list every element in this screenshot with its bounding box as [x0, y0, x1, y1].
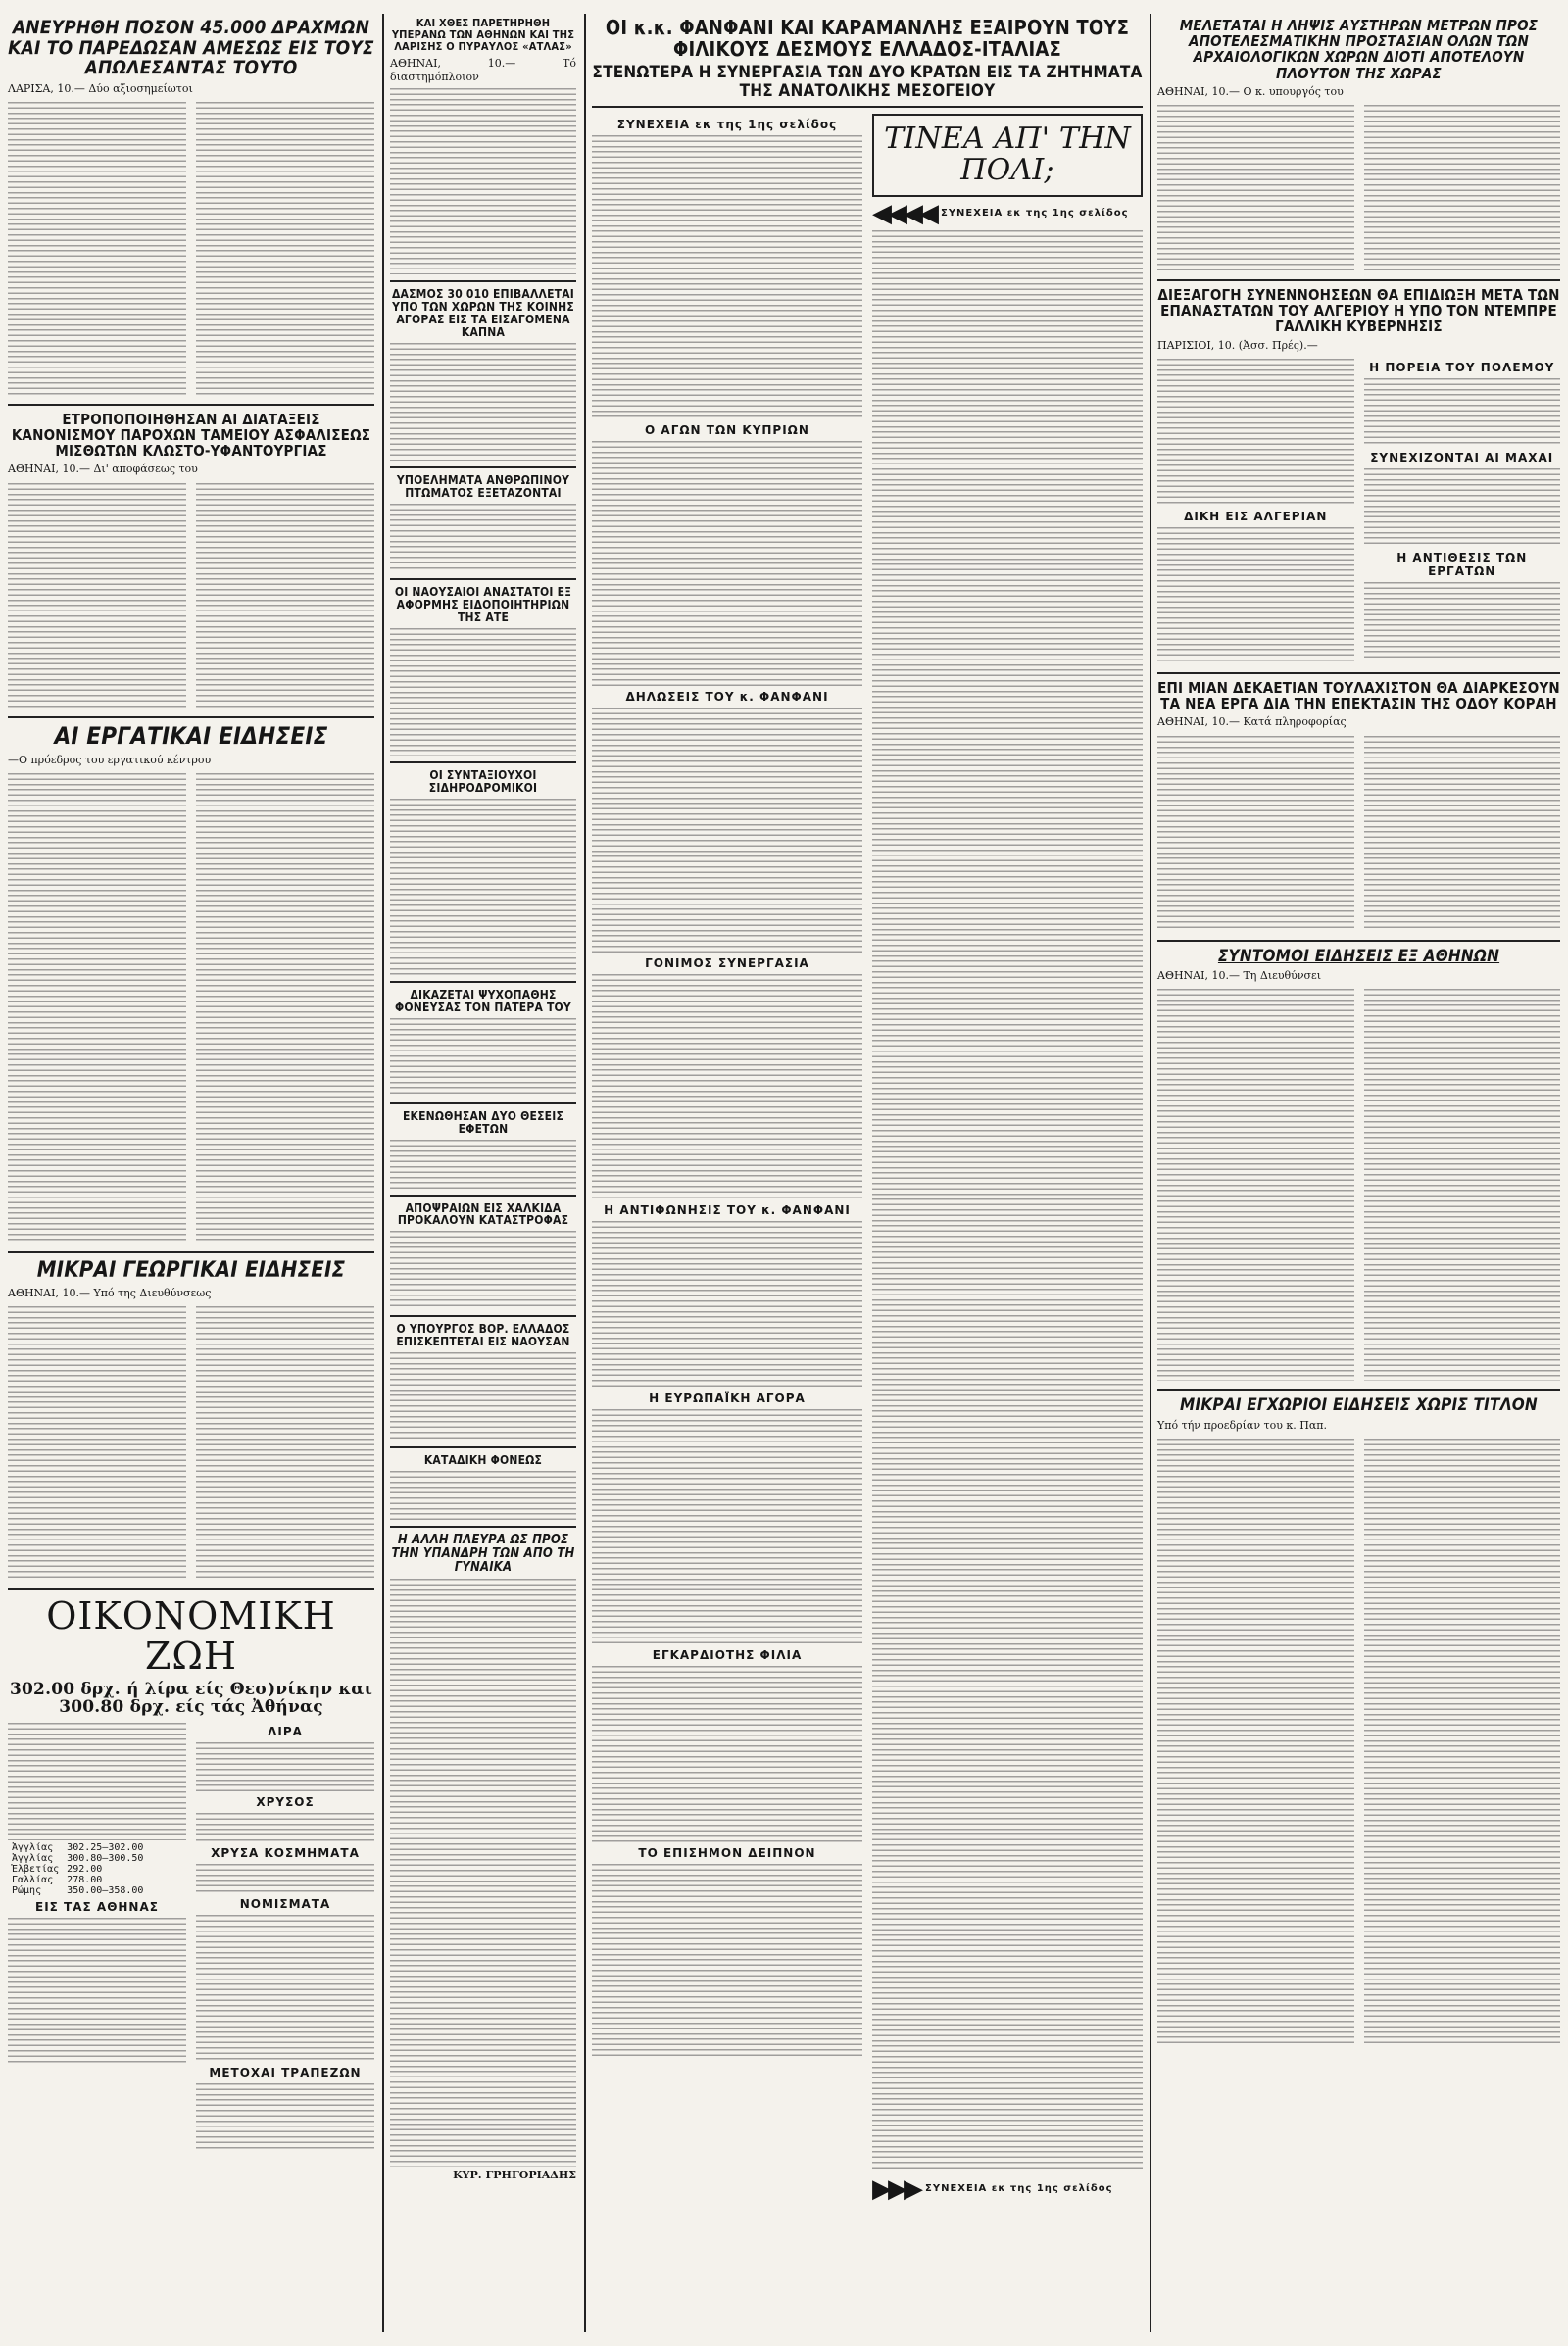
section-label: ΜΕΤΟΧΑΙ ΤΡΑΠΕΖΩΝ [209, 2065, 362, 2079]
continuation-label: ΣΥΝΕΧΕΙΑ εκ της 1ης σελίδος [925, 2183, 1113, 2195]
section-heading: Η ΑΝΤΙΘΕΣΙΣ ΤΩΝ ΕΡΓΑΤΩΝ [1396, 550, 1528, 578]
divider [390, 761, 576, 763]
body-text-block [390, 1471, 576, 1520]
headline-agricultural-news: ΜΙΚΡΑΙ ΓΕΩΡΓΙΚΑΙ ΕΙΔΗΣΕΙΣ [36, 1257, 346, 1283]
article-lead: ΛΑΡΙΣΑ, 10.— Δύο αξιοσημείωτοι [8, 81, 193, 95]
headline-chalkida: ΑΠΟΨΡΑΙΩΝ ΕΙΣ ΧΑΛΚΙΔΑ ΠΡΟΚΑΛΟΥΝ ΚΑΤΑΣΤΡΟΦΑΣ [397, 1200, 569, 1228]
section-heading: ΕΓΚΑΡΔΙΟΤΗΣ ΦΙΛΙΑ [652, 1647, 803, 1662]
column-1 [8, 14, 374, 2154]
body-text-block [1157, 989, 1354, 1381]
body-text-block [390, 1352, 576, 1441]
body-text-columns [8, 771, 374, 1246]
body-text-block [196, 1915, 374, 2062]
arrow-icon: ▶▶▶ [872, 2174, 919, 2204]
body-text-block [592, 1864, 862, 2060]
column-box-tinea [872, 114, 1143, 197]
body-text-block [872, 230, 1143, 2171]
body-text-block [592, 135, 862, 419]
body-text-block [1364, 468, 1561, 547]
headline-insurance-fund: ΕΤΡΟΠΟΠΟΙΗΘΗΣΑΝ ΑΙ ΔΙΑΤΑΞΕΙΣ ΚΑΝΟΝΙΣΜΟΥ ΠΑΡΟΧΩΝ ΤΑΜΕΙΟΥ ΑΣΦΑΛΙΣΕΩΣ ΜΙΣΘΩΤΩΝ ΚΛΩΣΤΟ-ΥΦΑΝΤΟΥΡΓΙΑΣ [11, 410, 371, 461]
section-heading: ΣΥΝΕΧΙΖΟΝΤΑΙ ΑΙ ΜΑΧΑΙ [1370, 450, 1554, 464]
subheadline-cooperation: ΣΤΕΝΩΤΕΡΑ Η ΣΥΝΕΡΓΑΣΙΑ ΤΩΝ ΔΥΟ ΚΡΑΤΩΝ ΕΙΣ ΤΑ ΖΗΤΗΜΑΤΑ ΤΗΣ ΑΝΑΤΟΛΙΚΗΣ ΜΕΣΟΓΕΙΟΥ [592, 63, 1143, 101]
section-heading: Η ΑΝΤΙΦΩΝΗΣΙΣ ΤΟΥ κ. ΦΑΝΦΑΝΙ [604, 1202, 851, 1217]
section-heading: Η ΕΥΡΩΠΑΪΚΗ ΑΓΟΡΑ [649, 1391, 806, 1405]
body-text-columns [1157, 103, 1560, 273]
body-text-block [592, 974, 862, 1199]
body-text-columns [1157, 1437, 1560, 2048]
body-text-block [8, 102, 186, 396]
divider [8, 1251, 374, 1253]
headline-naousa: ΟΙ ΝΑΟΥΣΑΙΟΙ ΑΝΑΣΤΑΤΟΙ ΕΞ ΑΦΟΡΜΗΣ ΕΙΔΟΠΟΙΗΤΗΡΙΩΝ ΤΗΣ ΑΤΕ [394, 584, 572, 624]
divider [1157, 672, 1560, 674]
table-row: Ἀγγλίας 302.25—302.00 [12, 1841, 144, 1853]
divider [390, 981, 576, 983]
section-label: ΧΡΥΣΟΣ [256, 1794, 315, 1809]
headline-other-side: Η ΑΛΛΗ ΠΛΕΥΡΑ ΩΣ ΠΡΟΣ ΤΗΝ ΥΠΑΝΔΡΗ ΤΩΝ ΑΠΟ ΤΗ ΓΥΝΑΙΚΑ [391, 1533, 575, 1576]
economic-life-subtitle: 302.00 δρχ. ή λίρα είς Θεσ)νίκην και 300.80 δρχ. είς τάς Ἀθήνας [9, 1680, 372, 1718]
body-text-block [1364, 582, 1561, 660]
table-row: Ρώμης 350.00—358.00 [12, 1884, 144, 1896]
body-text-block [1157, 105, 1354, 271]
divider [390, 1195, 576, 1197]
column-rule [382, 14, 384, 2332]
body-text-block [390, 799, 576, 975]
body-text-block [592, 441, 862, 686]
article-lead: ΠΑΡΙΣΙΟΙ, 10. (Ἀσσ. Πρές).— [1157, 338, 1318, 352]
body-text-block [8, 1918, 186, 2065]
body-text-block [1364, 1439, 1561, 2046]
headline-trial: ΔΙΚΑΖΕΤΑΙ ΨΥΧΟΠΑΘΗΣ ΦΟΝΕΥΣΑΣ ΤΟΝ ΠΑΤΕΡΑ ΤΟΥ [395, 987, 571, 1014]
body-text-block [8, 1306, 186, 1581]
body-text-block [592, 1666, 862, 1842]
body-text-columns [8, 100, 374, 398]
headline-murder-sentence: ΚΑΤΑΔΙΚΗ ΦΟΝΕΩΣ [423, 1453, 543, 1468]
section-heading: ΔΗΛΩΣΕΙΣ ΤΟΥ κ. ΦΑΝΦΑΝΙ [625, 689, 829, 704]
article-lead: ΑΘΗΝΑΙ, 10.— Υπό της Διευθύνσεως [8, 1286, 212, 1299]
divider [390, 1315, 576, 1317]
headline-vacancies: ΕΚΕΝΩΘΗΣΑΝ ΔΥΟ ΘΕΣΕΙΣ ΕΦΕΤΩΝ [402, 1108, 564, 1136]
divider [390, 1526, 576, 1528]
table-row: Ἑλβετίας 292.00 [12, 1863, 103, 1875]
section-label: ΧΡΥΣΑ ΚΟΣΜΗΜΑΤΑ [211, 1845, 360, 1860]
divider [390, 578, 576, 580]
body-text-columns [8, 1721, 374, 2154]
body-text-block [196, 1813, 374, 1842]
body-text-block [390, 1018, 576, 1097]
body-text-block [1364, 378, 1561, 447]
body-text-block [592, 1221, 862, 1388]
rates-table [8, 1842, 147, 1896]
column-rule [584, 14, 586, 2332]
body-text-block [196, 2083, 374, 2152]
body-text-block [1157, 359, 1354, 506]
headline-short-news: ΣΥΝΤΟΜΟΙ ΕΙΔΗΣΕΙΣ ΕΞ ΑΘΗΝΩΝ [1217, 946, 1500, 966]
body-text-block [196, 1306, 374, 1581]
column-3 [592, 14, 1143, 2202]
body-text-block [1364, 736, 1561, 932]
body-text-block [1364, 105, 1561, 271]
body-text-block [390, 1140, 576, 1189]
divider [8, 404, 374, 406]
column-rule [1150, 14, 1152, 2332]
continuation-label: ΣΥΝΕΧΕΙΑ εκ της 1ης σελίδος [940, 208, 1129, 220]
economic-life-title: ΟΙΚΟΝΟΜΙΚΗ ΖΩΗ [46, 1593, 336, 1678]
article-lead: ΑΘΗΝΑΙ, 10.— Τη Διευθύνσει [1157, 968, 1322, 982]
body-text-block [196, 483, 374, 709]
headline-fanfani-karamanlis: ΟΙ κ.κ. ΦΑΝΦΑΝΙ ΚΑΙ ΚΑΡΑΜΑΝΛΗΣ ΕΞΑΙΡΟΥΝ ΤΟΥΣ ΦΙΛΙΚΟΥΣ ΔΕΣΜΟΥΣ ΕΛΛΑΔΟΣ-ΙΤΑΛΙΑΣ [605, 16, 1130, 61]
section-heading: ΔΙΚΗ ΕΙΣ ΑΛΓΕΡΙΑΝ [1184, 509, 1328, 523]
body-text-block [390, 88, 576, 274]
body-text-block [1364, 989, 1561, 1381]
divider [1157, 279, 1560, 281]
headline-labor-news: ΑΙ ΕΡΓΑΤΙΚΑΙ ΕΙΔΗΣΕΙΣ [54, 721, 328, 750]
headline-minister-naousa: Ο ΥΠΟΥΡΓΟΣ ΒΟΡ. ΕΛΛΑΔΟΣ ΕΠΙΣΚΕΠΤΕΤΑΙ ΕΙΣ ΝΑΟΥΣΑΝ [396, 1322, 570, 1349]
divider [592, 106, 1143, 108]
signature: ΚΥΡ. ΓΡΗΓΟΡΙΑΔΗΣ [453, 2169, 576, 2182]
body-text-block [196, 1864, 374, 1893]
body-text-columns [1157, 734, 1560, 934]
divider [390, 1102, 576, 1104]
body-text-block [1157, 1439, 1354, 2046]
body-text-block [390, 1231, 576, 1309]
body-text-block [1157, 736, 1354, 932]
table-row: Γαλλίας 278.00 [12, 1874, 103, 1885]
body-text-block [390, 1579, 576, 2167]
section-heading: Η ΠΟΡΕΙΑ ΤΟΥ ΠΟΛΕΜΟΥ [1369, 360, 1555, 374]
divider [390, 280, 576, 282]
section-heading: Ο ΑΓΩΝ ΤΩΝ ΚΥΠΡΙΩΝ [645, 422, 809, 437]
body-text-columns [8, 481, 374, 710]
headline-atlas-rocket: ΚΑΙ ΧΘΕΣ ΠΑΡΕΤΗΡΗΘΗ ΥΠΕΡΑΝΩ ΤΩΝ ΑΘΗΝΩΝ ΚΑΙ ΤΗΣ ΛΑΡΙΣΗΣ Ο ΠΥΡΑΥΛΟΣ «ΑΤΛΑΣ» [391, 17, 575, 53]
article-lead: ΑΘΗΝΑΙ, 10.— Κατά πληροφορίας [1157, 715, 1347, 729]
body-text-columns [1157, 987, 1560, 1383]
body-text-block [196, 1742, 374, 1791]
headline-local-news: ΜΙΚΡΑΙ ΕΓΧΩΡΙΟΙ ΕΙΔΗΣΕΙΣ ΧΩΡΙΣ ΤΙΤΛΟΝ [1180, 1395, 1538, 1416]
column-title-tinea: ΤΙΝΕΑ ΑΠ' ΤΗΝ ΠΟΛΙ; [884, 121, 1131, 188]
arrow-icon: ◀◀◀◀ [872, 198, 935, 228]
column-5 [1157, 14, 1560, 2048]
section-label: ΛΙΡΑ [268, 1724, 303, 1738]
article-lead: ΑΘΗΝΑΙ, 10.— Τό διαστημόπλοιον [390, 56, 576, 83]
article-lead: ΑΘΗΝΑΙ, 10.— Δι' αποφάσεως του [8, 463, 198, 476]
body-text-block [592, 1409, 862, 1644]
body-text-columns [1157, 357, 1560, 666]
body-text-block [8, 483, 186, 709]
body-text-block [196, 773, 374, 1244]
headline-found-money: ΑΝΕΥΡΗΘΗ ΠΟΣΟΝ 45.000 ΔΡΑΧΜΩΝ ΚΑΙ ΤΟ ΠΑΡΕΔΩΣΑΝ ΑΜΕΣΩΣ ΕΙΣ ΤΟΥΣ ΑΠΩΛΕΣΑΝΤΑΣ ΤΟΥΤΟ [8, 17, 374, 79]
headline-korai-street: ΕΠΙ ΜΙΑΝ ΔΕΚΑΕΤΙΑΝ ΤΟΥΛΑΧΙΣΤΟΝ ΘΑ ΔΙΑΡΚΕΣΟΥΝ ΤΑ ΝΕΑ ΕΡΓΑ ΔΙΑ ΤΗΝ ΕΠΕΚΤΑΣΙΝ ΤΗΣ ΟΔΟΥ ΚΟΡΑΗ [1157, 678, 1560, 713]
body-text-block [592, 708, 862, 953]
headline-tobacco-duty: ΔΑΣΜΟΣ 30 010 ΕΠΙΒΑΛΛΕΤΑΙ ΥΠΟ ΤΩΝ ΧΩΡΩΝ ΤΗΣ ΚΟΙΝΗΣ ΑΓΟΡΑΣ ΕΙΣ ΤΑ ΕΙΣΑΓΟΜΕΝΑ ΚΑΠΝΑ [391, 287, 575, 340]
table-row: Ἀγγλίας 300.80—300.50 [12, 1852, 144, 1864]
divider [1157, 1389, 1560, 1391]
headline-algeria: ΔΙΕΞΑΓΟΓΗ ΣΥΝΕΝΝΟΗΣΕΩΝ ΘΑ ΕΠΙΔΙΩΞΗ ΜΕΤΑ ΤΩΝ ΕΠΑΝΑΣΤΑΤΩΝ ΤΟΥ ΑΛΓΕΡΙΟΥ Η ΥΠΟ ΤΟΝ ΝΤΕΜΠΡΕ ΓΑΛΛΙΚΗ ΚΥΒΕΡΝΗΣΙΣ [1157, 286, 1560, 336]
section-heading: ΓΟΝΙΜΟΣ ΣΥΝΕΡΓΑΣΙΑ [645, 955, 809, 970]
divider [1157, 940, 1560, 942]
column-2 [390, 14, 576, 2187]
article-lead: Υπό τήν προεδρίαν του κ. Παπ. [1157, 1418, 1328, 1432]
article-lead: ΑΘΗΝΑΙ, 10.— Ο κ. υπουργός του [1157, 84, 1344, 98]
article-lead: —Ο πρόεδρος του εργατικού κέντρου [8, 753, 212, 766]
body-text-block [8, 773, 186, 1244]
section-label: ΕΙΣ ΤΑΣ ΑΘΗΝΑΣ [35, 1899, 159, 1914]
divider [8, 716, 374, 718]
body-text-block [390, 504, 576, 572]
body-text-block [196, 102, 374, 396]
divider [390, 1446, 576, 1448]
body-text-block [8, 1723, 186, 1840]
divider [8, 1588, 374, 1590]
headline-railway-pensioners: ΟΙ ΣΥΝΤΑΞΙΟΥΧΟΙ ΣΙΔΗΡΟΔΡΟΜΙΚΟΙ [428, 767, 538, 795]
body-text-columns [8, 1304, 374, 1583]
body-text-block [1157, 527, 1354, 664]
continuation-label: ΣΥΝΕΧΕΙΑ εκ της 1ης σελίδος [616, 117, 838, 131]
headline-archaeological-sites: ΜΕΛΕΤΑΤΑΙ Η ΛΗΨΙΣ ΑΥΣΤΗΡΩΝ ΜΕΤΡΩΝ ΠΡΟΣ ΑΠΟΤΕΛΕΣΜΑΤΙΚΗΝ ΠΡΟΣΤΑΣΙΑΝ ΟΛΩΝ ΤΩΝ ΑΡΧΑΙΟΛΟΓΙΚΩΝ ΧΩΡΩΝ ΔΙΟΤΙ ΑΠΟΤΕΛΟΥΝ ΠΛΟΥΤΟΝ ΤΗΣ ΧΩΡΑΣ [1179, 17, 1539, 82]
divider [390, 466, 576, 468]
body-text-block [390, 628, 576, 756]
headline-human-remains: ΥΠΟΕΛΗΜΑΤΑ ΑΝΘΡΩΠΙΝΟΥ ΠΤΩΜΑΤΟΣ ΕΞΕΤΑΖΟΝΤΑΙ [396, 473, 570, 500]
section-heading: ΤΟ ΕΠΙΣΗΜΟΝ ΔΕΙΠΝΟΝ [638, 1845, 816, 1860]
section-label: ΝΟΜΙΣΜΑΤΑ [239, 1896, 331, 1911]
body-text-block [390, 343, 576, 461]
